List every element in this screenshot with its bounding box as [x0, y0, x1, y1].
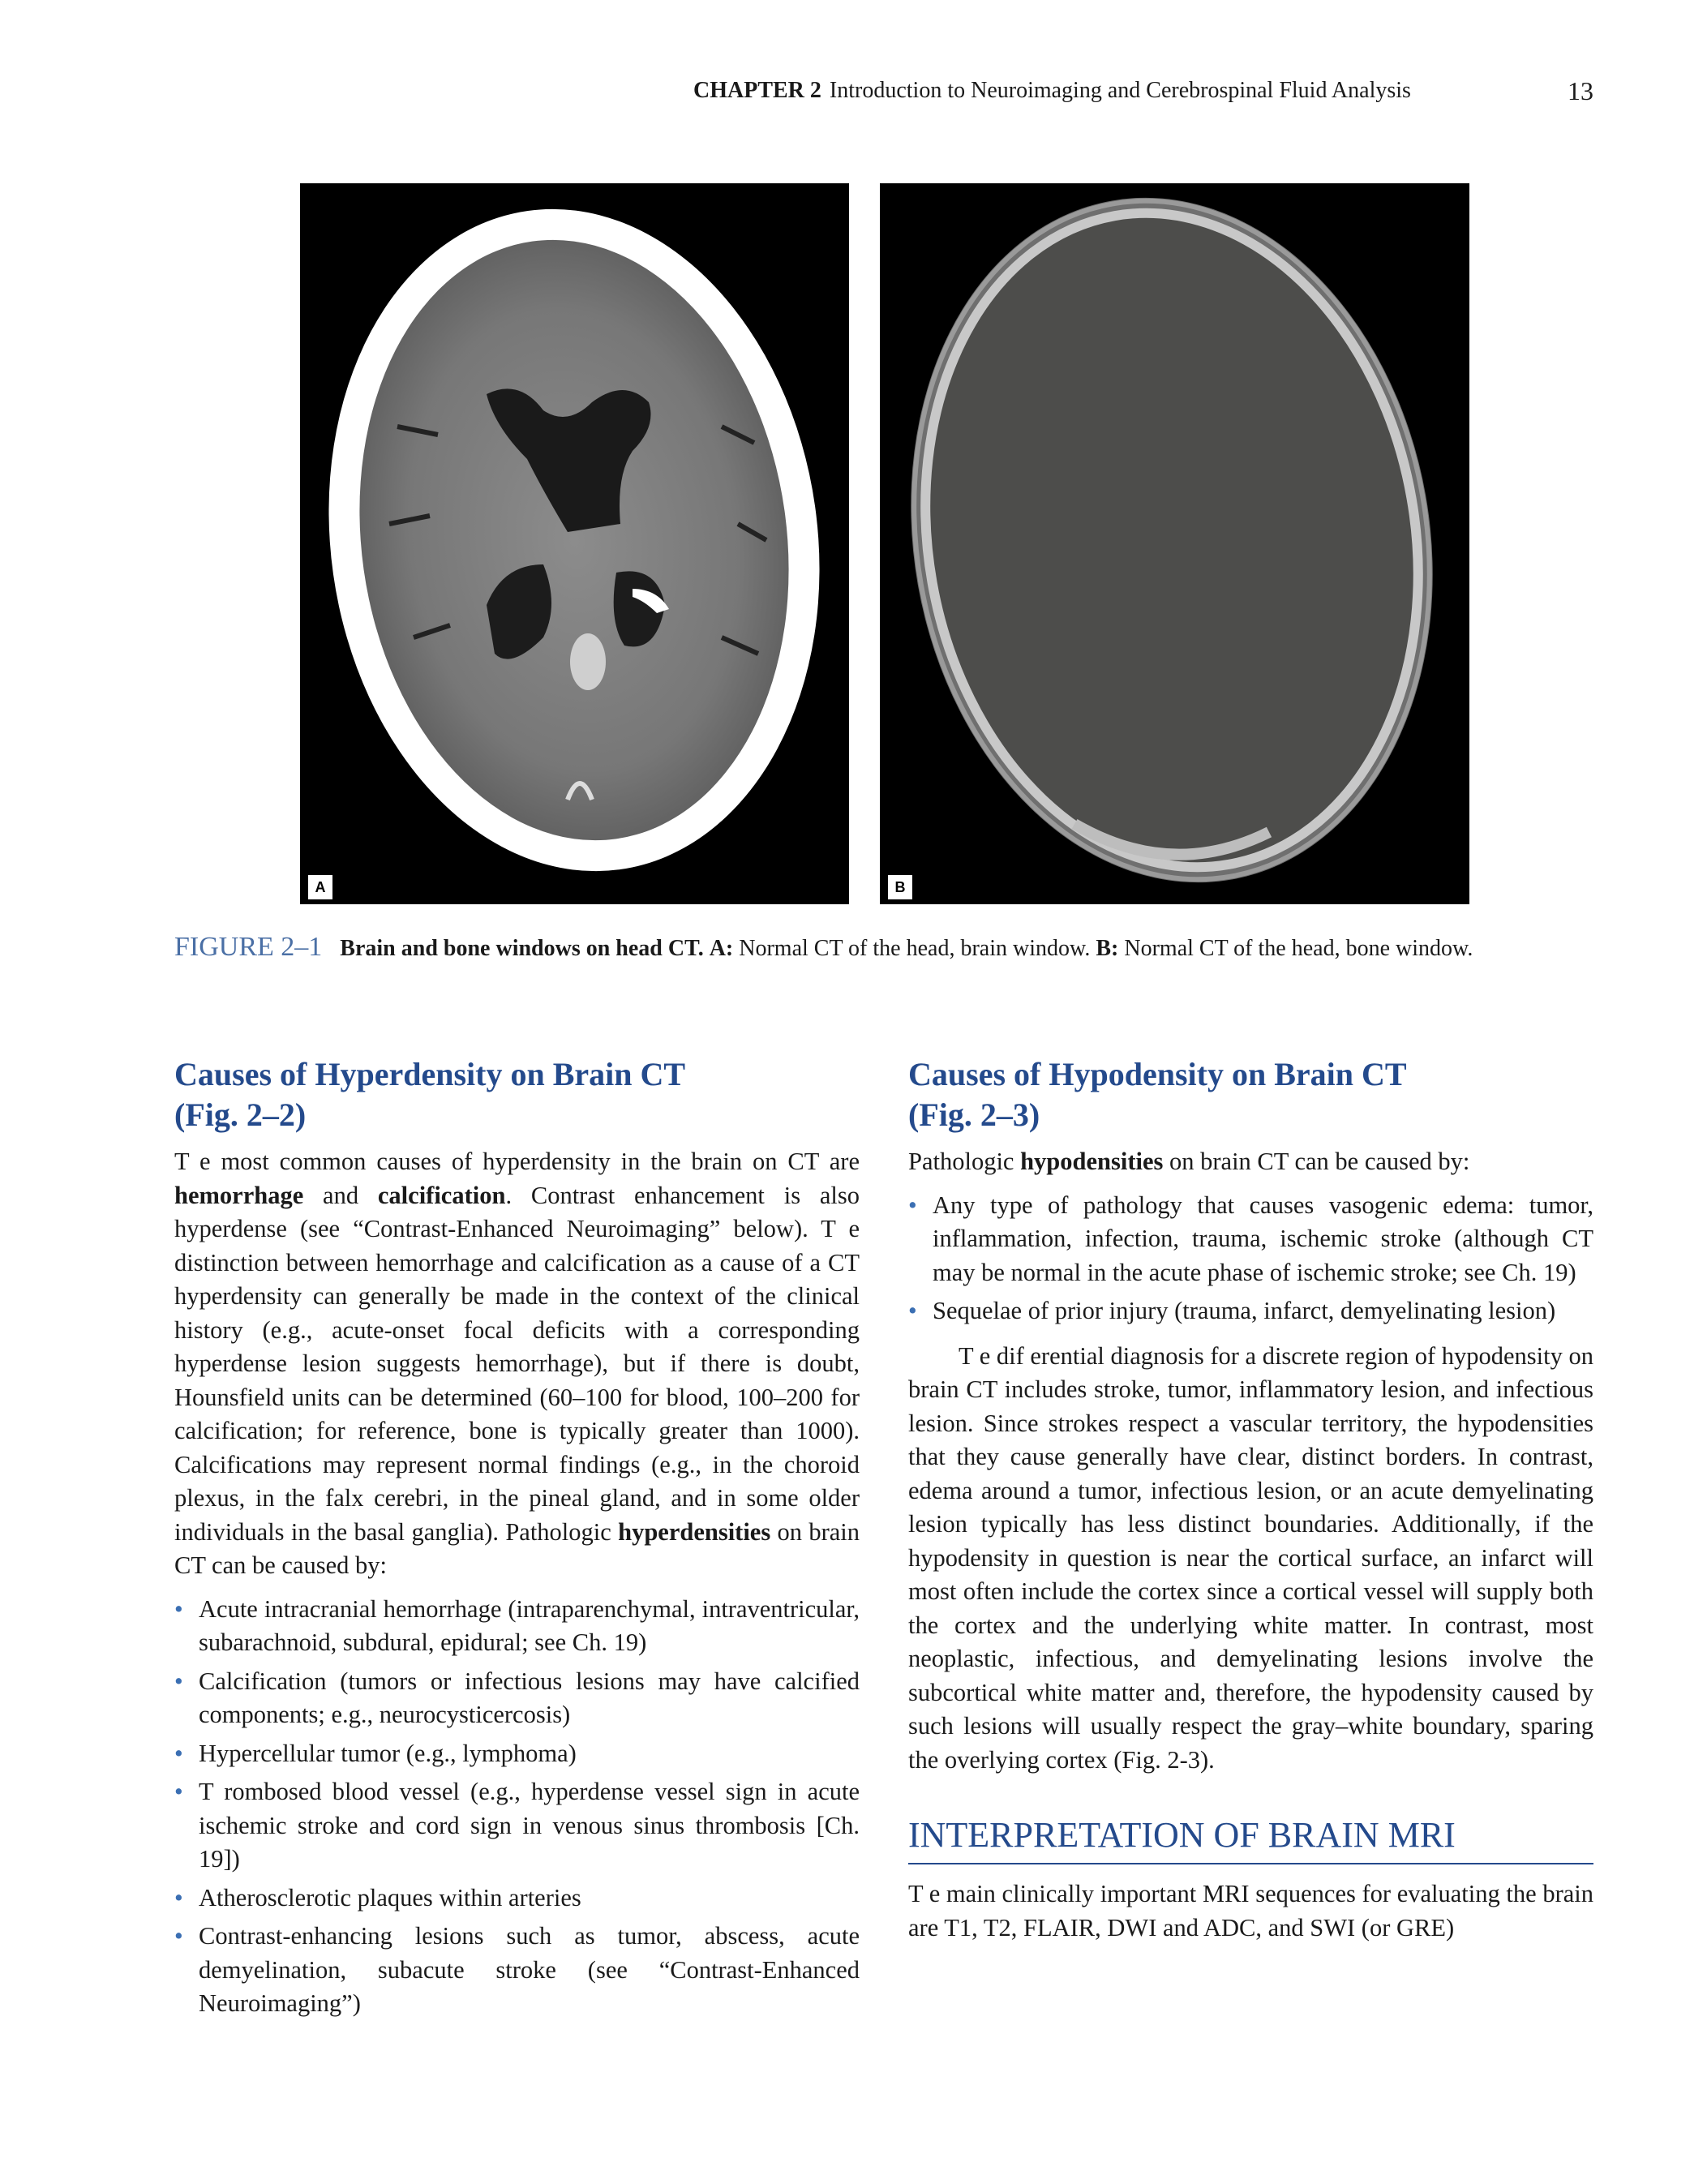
panel-b-label: B — [888, 875, 912, 899]
bullet-icon: • — [908, 1297, 917, 1324]
differential-paragraph: T e dif erential diagnosis for a discrete region of hypodensity on brain CT includes stroke, tumor, inflammatory lesion, and infectious lesion. Since strokes respect a vascular territory, the hypodensities that they cause generally have clear, distinct borders. In contrast, edema around a tumor, infectious lesion, or an acute demyelinating lesion typically has less distinct boundaries. Additionally, if the hypodensity in question is near the cortical surface, an infarct will most often include the cortex since a cortical vessel will supply both the cortex and the underlying white matter. In contrast, most neoplastic, infectious, and demyelinating lesions involve the subcortical white matter and, therefore, the hypodensity caused by such lesions will usually respect the gray–white boundary, sparing the overlying cortex (Fig. 2-3). — [908, 1341, 1593, 1774]
list-item — [908, 1294, 1593, 1328]
hypodensity-heading-line2: (Fig. 2–3) — [908, 1096, 1040, 1133]
list-item — [174, 1882, 860, 1916]
para-bold-term: calcification — [377, 1181, 506, 1209]
list-item — [174, 1665, 860, 1732]
list-item-text: Atherosclerotic plaques within arteries — [199, 1883, 581, 1912]
hypodensity-bullet-list — [908, 1189, 1593, 1328]
hyperdensity-heading-line1: Causes of Hyperdensity on Brain CT — [174, 1056, 686, 1092]
list-item-text: T rombosed blood vessel (e.g., hyperdense vessel sign in acute ischemic stroke and cord sign in venous sinus thrombosis [Ch. 19]) — [199, 1778, 860, 1873]
para-segment: T e most common causes of hyperdensity in the brain on CT are — [174, 1148, 860, 1175]
figure-panel-b-bone-window — [880, 183, 1469, 904]
caption-b-label: B: — [1096, 936, 1119, 961]
caption-a-text: Normal CT of the head, brain window. — [739, 936, 1091, 961]
list-item — [908, 1189, 1593, 1290]
hyperdensity-heading-line2: (Fig. 2–2) — [174, 1096, 307, 1133]
hyperdensity-paragraph — [174, 1145, 860, 1583]
hypodensity-heading-line1: Causes of Hypodensity on Brain CT — [908, 1056, 1407, 1092]
para-segment: . Contrast enhancement is also hyperdense (see “Contrast-Enhanced Neuroimaging” below). T e distinction between hemorrhage and calcification as a cause of a CT hyperdensity can generally be made in the context of the clinical history (e.g., acute-onset focal deficits with a corresponding hyperdense lesion suggests hemorrhage), but if there is doubt, Hounsfield units can be determined (60–100 for blood, 100–200 for calcification; for reference, bone is typically greater than 1000). Calcifications may represent normal findings (e.g., in the choroid plexus, in the falx cerebri, in the pineal gland, and in some older individuals in the basal ganglia). Pathologic — [174, 1181, 860, 1546]
list-item — [174, 1775, 860, 1877]
para-bold-term: hyperdensities — [618, 1517, 771, 1546]
list-item-text: Any type of pathology that causes vasogenic edema: tumor, inflammation, infection, trauma, ischemic stroke (although CT may be normal in the acute phase of ischemic stroke; see Ch. 19) — [933, 1191, 1593, 1286]
chapter-title: Introduction to Neuroimaging and Cerebrospinal Fluid Analysis — [829, 78, 1411, 103]
right-column — [908, 1054, 1593, 1945]
page-number: 13 — [1568, 76, 1593, 105]
bullet-icon: • — [174, 1922, 183, 1950]
list-item-text: Contrast-enhancing lesions such as tumor, abscess, acute demyelination, subacute stroke (see “Contrast-Enhanced Neuroimaging”) — [199, 1922, 860, 2017]
list-item-text: Sequelae of prior injury (trauma, infarct, demyelinating lesion) — [933, 1297, 1556, 1324]
hypodensity-heading — [908, 1054, 1593, 1135]
hypodensity-intro — [908, 1145, 1593, 1179]
list-item — [174, 1593, 860, 1660]
para-segment: on brain CT can be caused by: — [174, 1517, 860, 1579]
intro-bold-term: hypodensities — [1020, 1148, 1164, 1175]
caption-b-text: Normal CT of the head, bone window. — [1124, 936, 1473, 961]
ct-bone-window-image — [880, 183, 1469, 904]
hyperdensity-bullet-list — [174, 1593, 860, 2021]
chapter-label: CHAPTER 2 — [693, 78, 821, 103]
list-item — [174, 1920, 860, 2021]
list-item-text: Hypercellular tumor (e.g., lymphoma) — [199, 1739, 577, 1767]
bullet-icon: • — [174, 1594, 183, 1623]
mri-section-paragraph: T e main clinically important MRI sequences for evaluating the brain are T1, T2, FLAIR, DWI and ADC, and SWI (or GRE) — [908, 1880, 1593, 1942]
intro-segment: on brain CT can be caused by: — [1163, 1148, 1470, 1175]
bullet-icon: • — [174, 1739, 183, 1767]
bullet-icon: • — [174, 1667, 183, 1695]
panel-a-label: A — [308, 875, 332, 899]
para-segment: and — [303, 1181, 378, 1209]
running-header — [693, 75, 1593, 107]
left-column — [174, 1054, 860, 2026]
para-bold-term: hemorrhage — [174, 1181, 304, 1209]
bullet-icon: • — [174, 1778, 183, 1805]
mri-section-heading: INTERPRETATION OF BRAIN MRI — [908, 1814, 1593, 1864]
bullet-icon: • — [908, 1191, 917, 1219]
list-item-text: Acute intracranial hemorrhage (intraparenchymal, intraventricular, subarachnoid, subdural, epidural; see Ch. 19) — [199, 1594, 860, 1656]
hyperdensity-heading — [174, 1054, 860, 1135]
figure-caption — [174, 931, 1593, 965]
list-item-text: Calcification (tumors or infectious lesions may have calcified components; e.g., neurocysticercosis) — [199, 1667, 860, 1728]
figure-panel-a-brain-window — [300, 183, 849, 904]
caption-title: Brain and bone windows on head CT. — [340, 936, 704, 961]
ct-brain-window-image — [300, 183, 849, 904]
bullet-icon: • — [174, 1883, 183, 1912]
list-item — [174, 1737, 860, 1771]
figure-number: FIGURE 2–1 — [174, 932, 323, 962]
intro-segment: Pathologic — [908, 1148, 1021, 1175]
caption-a-label: A: — [709, 936, 734, 961]
